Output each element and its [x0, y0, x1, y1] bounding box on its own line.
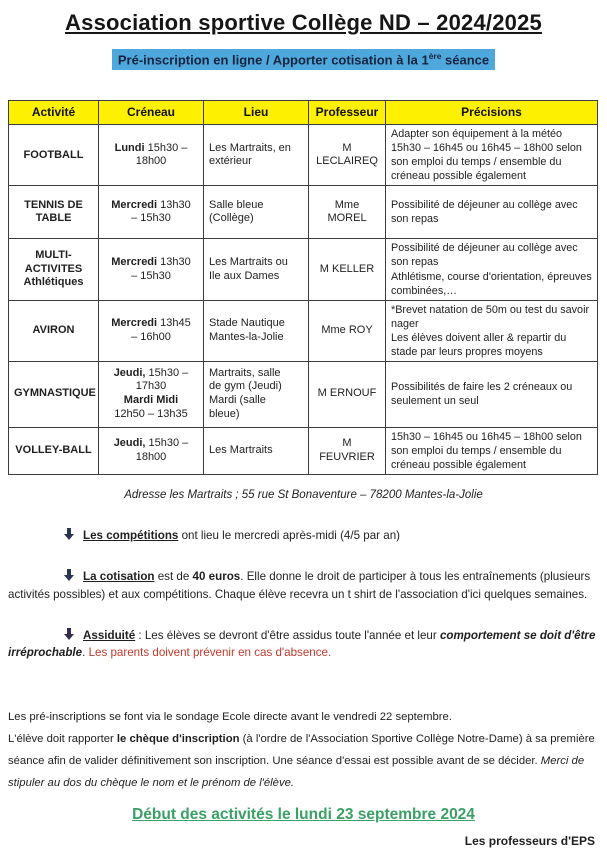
bullet-competitions: [8, 527, 599, 544]
cell-activite: MULTI- ACTIVITES Athlétiques: [9, 239, 99, 300]
activities-table: [8, 100, 598, 474]
page-title: Association sportive Collège ND – 2024/2025: [65, 10, 542, 35]
bullet-assiduite-text: Assiduité : Les élèves se devront d'être assidus toute l'année et leur comportement se doit d'être irréprochable. Les parents doivent prévenir en cas d'absence.: [8, 628, 596, 660]
cell-precisions: Possibilité de déjeuner au collège avec son repas Athlétisme, course d'orientation, épreuves combinées,…: [386, 239, 598, 300]
header-row: [9, 101, 598, 125]
table-row: [9, 186, 598, 239]
cell-professeur: Mme MOREL: [309, 186, 386, 239]
column-header: Créneau: [99, 101, 204, 125]
bullet-competitions-text: Les compétitions ont lieu le mercredi après-midi (4/5 par an): [83, 528, 401, 542]
cell-precisions: 15h30 – 16h45 ou 16h45 – 18h00 selon son emploi du temps / ensemble du créneau possible également: [386, 427, 598, 474]
notes-section: [8, 527, 599, 662]
cheque-line: L'élève doit rapporter le chèque d'inscription (à l'ordre de l'Association Sportive Collège Notre-Dame) à sa première séance afin de valider définitivement son inscription. Une séance d'essai est possible avant de se décider. Merci de stipuler au dos du chèque le nom et le prénom de l'élève.: [8, 732, 595, 789]
column-header: Activité: [9, 101, 99, 125]
cell-professeur: M KELLER: [309, 239, 386, 300]
bullet-assiduite: [8, 627, 599, 662]
cell-lieu: Les Martraits: [204, 427, 309, 474]
bullet-cotisation: [8, 568, 599, 603]
start-date-line: Début des activités le lundi 23 septembre 2024: [132, 805, 475, 823]
start-date-row: [8, 806, 599, 824]
cell-precisions: Possibilités de faire les 2 créneaux ou seulement un seul: [386, 361, 598, 427]
cell-creneau: Jeudi, 15h30 – 17h30 Mardi Midi 12h50 – 13h35: [99, 361, 204, 427]
column-header: Précisions: [386, 101, 598, 125]
signature: Les professeurs d'EPS: [464, 833, 595, 848]
cell-activite: VOLLEY-BALL: [9, 427, 99, 474]
cell-creneau: Lundi 15h30 – 18h00: [99, 125, 204, 186]
table-body: [9, 125, 598, 474]
cell-creneau: Mercredi 13h45 – 16h00: [99, 300, 204, 361]
down-arrow-icon: [36, 569, 74, 586]
cell-precisions: Adapter son équipement à la météo 15h30 – 16h45 ou 16h45 – 18h00 selon son emploi du temps / ensemble du créneau possible également: [386, 125, 598, 186]
down-arrow-icon: [36, 628, 74, 645]
cell-activite: AVIRON: [9, 300, 99, 361]
cell-professeur: M LECLAIREQ: [309, 125, 386, 186]
bullet-cotisation-text: La cotisation est de 40 euros. Elle donne le droit de participer à tous les entraînements (plusieurs activités possibles) et aux compétitions. Chaque élève recevra un t shirt de l'association d'ici quelques semaines.: [8, 570, 591, 601]
cell-creneau: Jeudi, 15h30 – 18h00: [99, 427, 204, 474]
cell-lieu: Les Martraits, en extérieur: [204, 125, 309, 186]
cell-precisions: *Brevet natation de 50m ou test du savoir nager Les élèves doivent aller & repartir du stade par leurs propres moyens: [386, 300, 598, 361]
subtitle-row: [8, 49, 599, 70]
cell-professeur: M ERNOUF: [309, 361, 386, 427]
column-header: Lieu: [204, 101, 309, 125]
table-row: [9, 125, 598, 186]
address-line: Adresse les Martraits ; 55 rue St Bonaventure – 78200 Mantes-la-Jolie: [124, 488, 483, 501]
cell-lieu: Les Martraits ou Ile aux Dames: [204, 239, 309, 300]
cell-activite: FOOTBALL: [9, 125, 99, 186]
cell-lieu: Salle bleue (Collège): [204, 186, 309, 239]
cell-lieu: Martraits, salle de gym (Jeudi) Mardi (salle bleue): [204, 361, 309, 427]
cell-professeur: Mme ROY: [309, 300, 386, 361]
table-row: [9, 239, 598, 300]
cell-precisions: Possibilité de déjeuner au collège avec son repas: [386, 186, 598, 239]
table-row: [9, 300, 598, 361]
cell-creneau: Mercredi 13h30 – 15h30: [99, 186, 204, 239]
column-header: Professeur: [309, 101, 386, 125]
table-row: [9, 427, 598, 474]
cell-professeur: M FEUVRIER: [309, 427, 386, 474]
info-paragraph: [8, 706, 599, 794]
cell-activite: TENNIS DE TABLE: [9, 186, 99, 239]
down-arrow-icon: [36, 528, 74, 545]
cell-activite: GYMNASTIQUE: [9, 361, 99, 427]
table-row: [9, 361, 598, 427]
cell-lieu: Stade Nautique Mantes-la-Jolie: [204, 300, 309, 361]
preinscription-line: Les pré-inscriptions se font via le sondage Ecole directe avant le vendredi 22 septembre.: [8, 710, 452, 723]
cell-creneau: Mercredi 13h30 – 15h30: [99, 239, 204, 300]
subtitle-highlight: Pré-inscription en ligne / Apporter cotisation à la 1ère séance: [112, 49, 495, 70]
